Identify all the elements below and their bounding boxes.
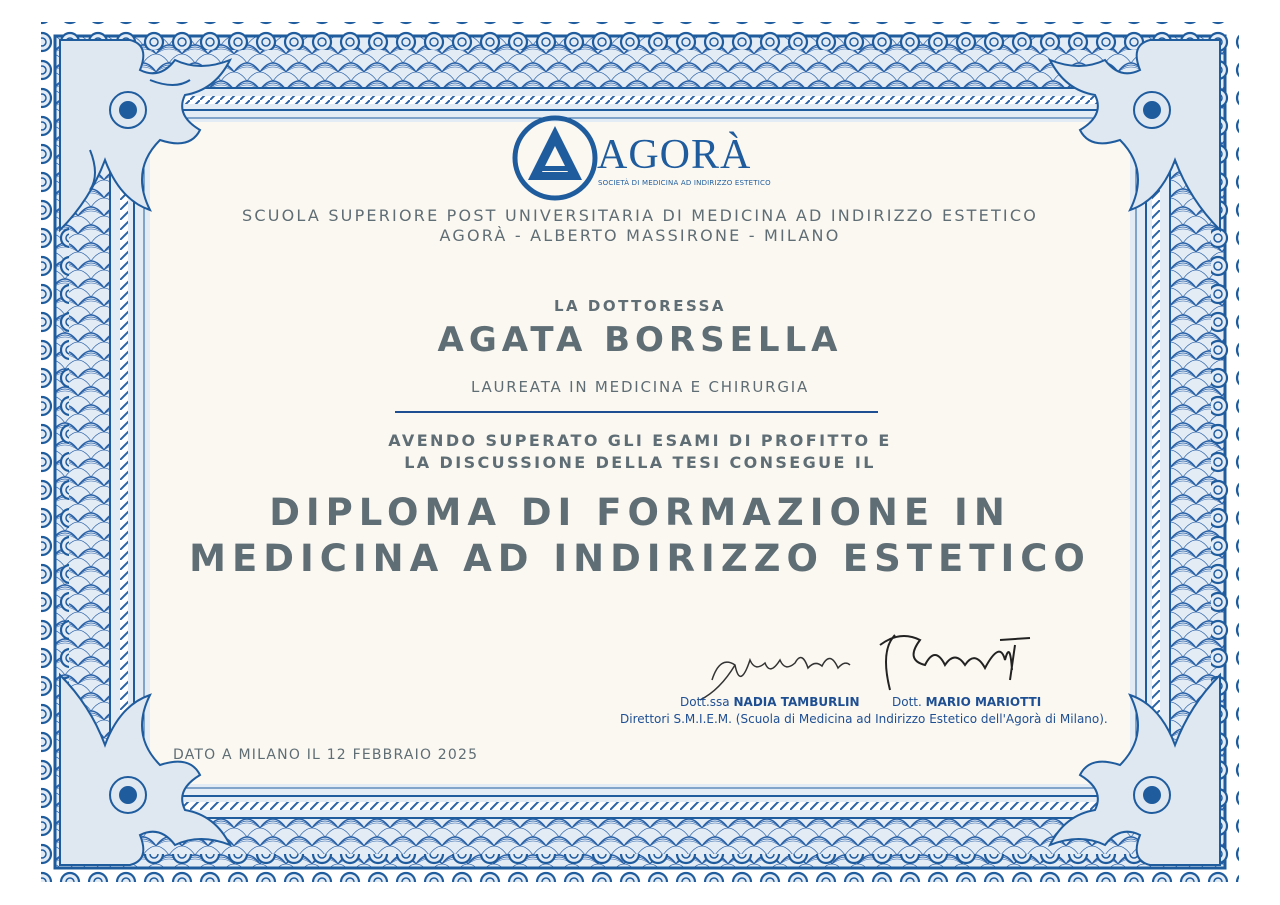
diploma-line-2: MEDICINA AD INDIRIZZO ESTETICO (189, 537, 1091, 580)
signatory-2 (892, 695, 1041, 709)
logo-subtitle: SOCIETÀ DI MEDICINA AD INDIRIZZO ESTETICO (598, 179, 771, 187)
directors-caption: Direttori S.M.I.E.M. (Scuola di Medicina ad Indirizzo Estetico dell'Agorà di Milano). (620, 712, 1108, 726)
issue-date: DATO A MILANO IL 12 FEBBRAIO 2025 (173, 747, 479, 763)
signatory-1-name: NADIA TAMBURLIN (733, 695, 860, 709)
statement (0, 430, 1280, 474)
diploma-title (0, 490, 1280, 582)
signatory-1-prefix: Dott.ssa (680, 695, 730, 709)
recipient-degree: LAUREATA IN MEDICINA E CHIRURGIA (470, 378, 810, 396)
signatory-1 (680, 695, 860, 709)
school-heading (0, 206, 1280, 246)
recipient-name: AGATA BORSELLA (437, 320, 843, 360)
statement-line-1: AVENDO SUPERATO GLI ESAMI DI PROFITTO E (388, 431, 892, 450)
statement-line-2: LA DISCUSSIONE DELLA TESI CONSEGUE IL (404, 453, 876, 472)
recipient-title: LA DOTTORESSA (554, 297, 726, 315)
signatory-2-prefix: Dott. (892, 695, 922, 709)
divider (395, 411, 878, 413)
diploma-line-1: DIPLOMA DI FORMAZIONE IN (269, 491, 1011, 534)
signatory-2-name: MARIO MARIOTTI (925, 695, 1042, 709)
school-line-1: SCUOLA SUPERIORE POST UNIVERSITARIA DI MEDICINA AD INDIRIZZO ESTETICO (241, 206, 1039, 225)
school-line-2: AGORÀ - ALBERTO MASSIRONE - MILANO (439, 226, 841, 245)
logo-wordmark: AGORÀ (597, 132, 752, 178)
